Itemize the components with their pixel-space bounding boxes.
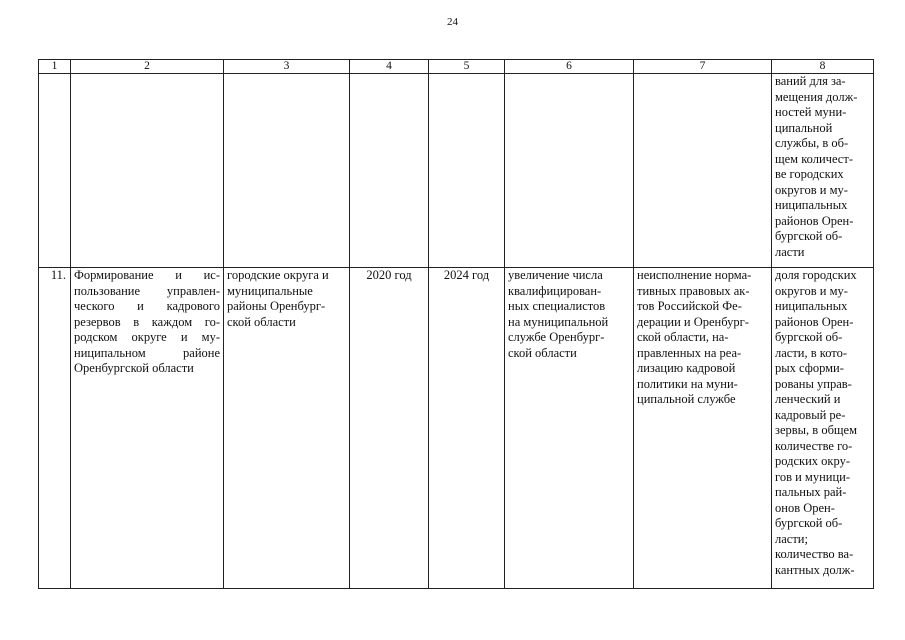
text-line: резервов в каждом го- bbox=[74, 314, 220, 329]
text-line: округов и му- bbox=[775, 182, 848, 197]
text-line: ческого и кадрового bbox=[74, 299, 220, 313]
text-line: Формирование и ис- bbox=[74, 268, 220, 282]
text-line: квалифицирован- bbox=[508, 283, 602, 298]
column-number-6: 6 bbox=[505, 60, 634, 74]
text-line: гов и муници- bbox=[775, 469, 850, 484]
text-line: пальных рай- bbox=[775, 485, 847, 499]
text-line: ской области bbox=[508, 345, 577, 360]
column-number-7: 7 bbox=[634, 60, 772, 74]
cell-indicator-continued bbox=[772, 74, 874, 268]
cell-indicator bbox=[772, 268, 874, 589]
cell-consequences bbox=[634, 268, 772, 589]
cell-empty bbox=[39, 74, 71, 268]
table-row-11 bbox=[39, 268, 874, 589]
text-line: службе Оренбург- bbox=[508, 330, 605, 344]
text-line: районов Орен- bbox=[775, 213, 854, 228]
table-header-row bbox=[39, 60, 874, 74]
cell-empty bbox=[429, 74, 505, 268]
cell-empty bbox=[350, 74, 429, 268]
text-line: ниципальном районе bbox=[74, 345, 220, 360]
page-number: 24 bbox=[447, 16, 458, 28]
text-line: службы, в об- bbox=[775, 136, 849, 150]
text-line: мещения долж- bbox=[775, 89, 858, 104]
text-line: муниципальные bbox=[227, 283, 313, 298]
column-number-8: 8 bbox=[772, 60, 874, 74]
text-line: ласти bbox=[775, 244, 805, 259]
text-line: родском округе и му- bbox=[74, 330, 220, 344]
text-line: рованы управ- bbox=[775, 376, 852, 391]
text-line: неисполнение норма- bbox=[637, 268, 752, 282]
cell-empty bbox=[71, 74, 224, 268]
text-line: ленческий и bbox=[775, 392, 841, 406]
cell-empty bbox=[634, 74, 772, 268]
text-line: онов Орен- bbox=[775, 500, 835, 515]
cell-empty bbox=[224, 74, 350, 268]
document-table bbox=[38, 59, 874, 589]
text-line: ниципальных bbox=[775, 299, 848, 313]
text-line: округов и му- bbox=[775, 283, 848, 298]
text-line: ностей муни- bbox=[775, 105, 847, 119]
text-line: ской области, на- bbox=[637, 330, 729, 344]
text-line: ципальной службе bbox=[637, 392, 736, 406]
column-number-3: 3 bbox=[224, 60, 350, 74]
text-line: ципальной bbox=[775, 120, 833, 135]
text-line: политики на муни- bbox=[637, 376, 738, 391]
text-line: бургской об- bbox=[775, 516, 843, 530]
text-line: ве городских bbox=[775, 167, 844, 181]
text-line: лизацию кадровой bbox=[637, 361, 736, 375]
text-line: ласти; bbox=[775, 531, 808, 546]
column-number-5: 5 bbox=[429, 60, 505, 74]
text-line: родских окру- bbox=[775, 454, 851, 468]
text-line: бургской об- bbox=[775, 229, 843, 243]
column-number-4: 4 bbox=[350, 60, 429, 74]
text-line: пользование управлен- bbox=[74, 283, 220, 298]
text-line: щем количест- bbox=[775, 151, 853, 166]
text-line: количество ва- bbox=[775, 547, 854, 561]
text-line: тов Российской Фе- bbox=[637, 299, 742, 313]
column-number-1: 1 bbox=[39, 60, 71, 74]
text-line: рых сформи- bbox=[775, 361, 844, 375]
text-line: ласти, в кото- bbox=[775, 345, 847, 360]
cell-executor bbox=[224, 268, 350, 589]
cell-expected-result bbox=[505, 268, 634, 589]
text-line: увеличение числа bbox=[508, 268, 603, 282]
text-line: тивных правовых ак- bbox=[637, 283, 750, 298]
cell-end-year: 2024 год bbox=[429, 268, 505, 589]
text-line: городские округа и bbox=[227, 268, 329, 282]
text-line: зервы, в общем bbox=[775, 423, 858, 437]
column-number-2: 2 bbox=[71, 60, 224, 74]
cell-empty bbox=[505, 74, 634, 268]
text-line: кантных долж- bbox=[775, 562, 855, 577]
cell-measure bbox=[71, 268, 224, 589]
text-line: правленных на реа- bbox=[637, 345, 742, 360]
text-line: ных специалистов bbox=[508, 299, 606, 313]
text-line: на муниципальной bbox=[508, 314, 609, 329]
text-line: доля городских bbox=[775, 268, 857, 282]
text-line: кадровый ре- bbox=[775, 407, 846, 422]
text-line: ваний для за- bbox=[775, 74, 846, 88]
cell-row-number: 11. bbox=[39, 268, 71, 589]
text-line: дерации и Оренбург- bbox=[637, 314, 749, 329]
text-line: Оренбургской области bbox=[74, 361, 194, 375]
text-line: районов Орен- bbox=[775, 314, 854, 329]
text-line: количестве го- bbox=[775, 438, 853, 453]
table-row-continued bbox=[39, 74, 874, 268]
text-line: районы Оренбург- bbox=[227, 299, 326, 313]
cell-start-year: 2020 год bbox=[350, 268, 429, 589]
text-line: ниципальных bbox=[775, 198, 848, 212]
text-line: бургской об- bbox=[775, 330, 843, 344]
text-line: ской области bbox=[227, 314, 296, 329]
